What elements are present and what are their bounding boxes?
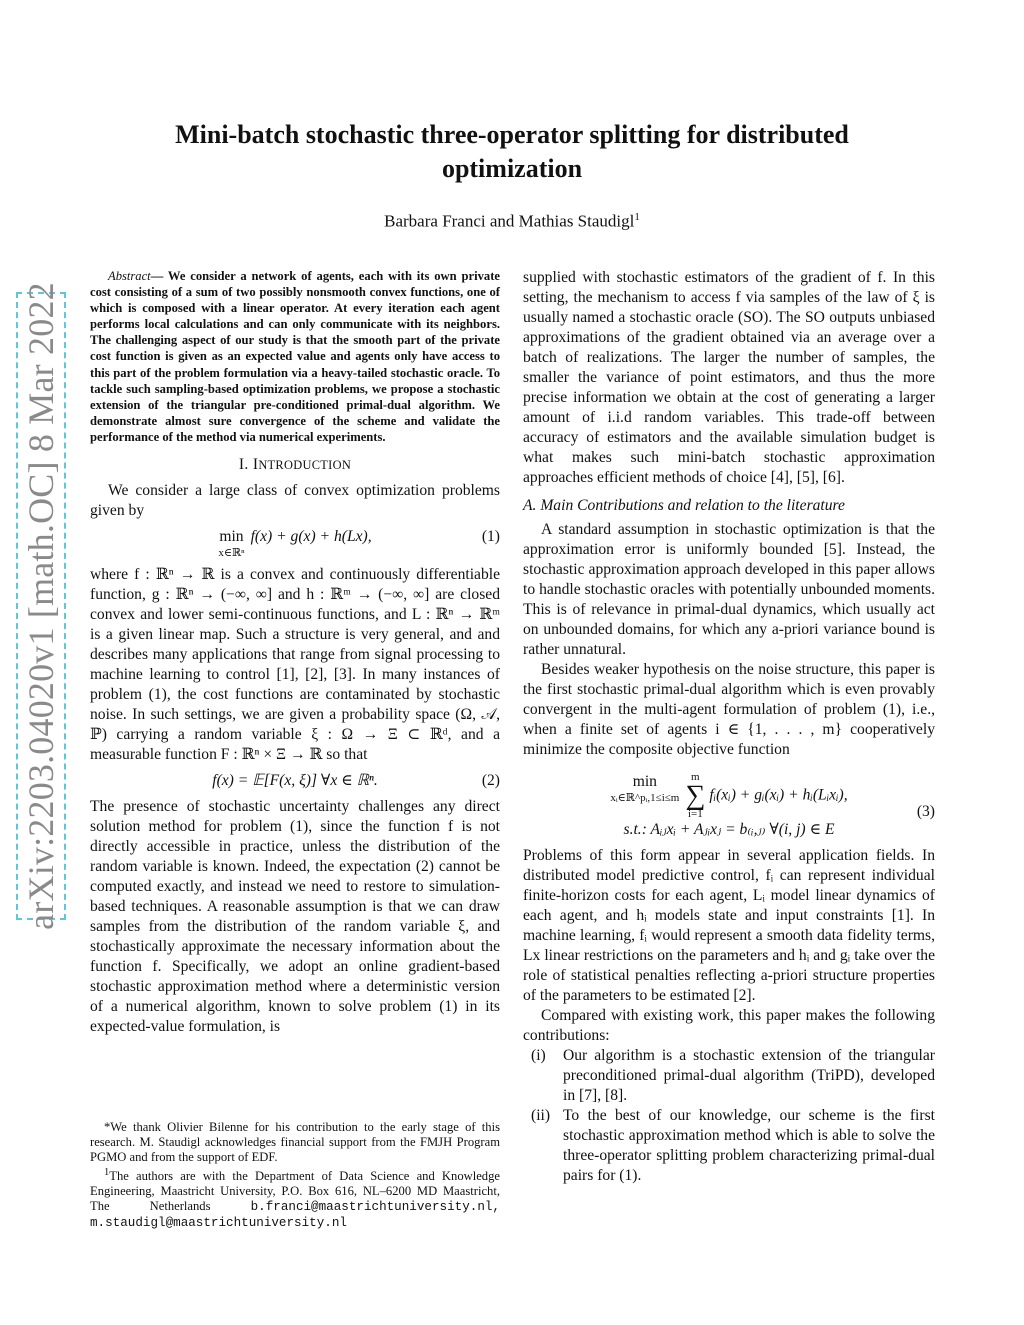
contribution-text: To the best of our knowledge, our scheme is the first stochastic approximation method which is able to solve the three-operator splitting problem characterizing primal-dual pairs for (1). [563,1107,935,1184]
abstract-label: Abstract [108,269,151,283]
section-number: I. [238,456,249,474]
author-names: Barbara Franci and Mathias Staudigl [384,211,635,231]
eq1-min-op: min [219,528,244,546]
eq2-body: f(x) = 𝔼[F(x, ξ)] ∀x ∈ ℝⁿ. [212,772,378,790]
footnote-affil-text: The authors are with the Department of Data Science and Knowledge Engineering, Maastricht University, P.O. Box 616, NL–6200 MD Maastricht, The Netherlands [90,1169,500,1214]
eq3-min-sub: xᵢ∈ℝ^pᵢ,1≤i≤m [610,792,680,804]
eq3-body: fᵢ(xᵢ) + gᵢ(xᵢ) + hᵢ(Lᵢxᵢ), [709,786,848,804]
right-paragraph-4: Problems of this form appear in several application fields. In distributed model predictive control, fᵢ can represent individual finite-horizon costs for each agent, Lᵢ model linear dynamics of each agent, and hᵢ models state and input constraints [1]. In machine learning, fᵢ would represent a smooth data fidelity terms, Lx linear restrictions on the parameters and hᵢ and gᵢ take over the role of statistical penalties reflecting a-priori structure properties of the parameters to be estimated [2]. [523,847,935,1004]
equation-1 [90,527,500,559]
arxiv-side-label[interactable]: arXiv:2203.04020v1 [math.OC] 8 Mar 2022 [21,282,61,930]
right-column [523,268,935,1186]
email-staudigl[interactable]: m.staudigl@maastrichtuniversity.nl [90,1216,347,1231]
footnote-affiliation [90,1165,500,1231]
abstract [90,268,500,445]
eq1-min-sub: x∈ℝⁿ [218,547,245,560]
eq1-body: f(x) + g(x) + h(Lx), [250,528,372,546]
eq3-objective [523,772,935,820]
eq3-constraint: s.t.: Aᵢⱼxᵢ + Aⱼᵢxⱼ = b₍ᵢ,ⱼ₎ ∀(i, j) ∈ E [623,821,835,838]
eq3-sum [685,772,705,820]
section-rest: NTRODUCTION [258,458,352,473]
eq1-number: (1) [481,528,500,546]
sigma-icon: ∑ [685,780,706,811]
intro-paragraph-3: The presence of stochastic uncertainty challenges any direct solution method for problem (1), since the function f is not directly accessible in practice, unless the distribution of the random variable is known. Indeed, the expectation (2) cannot be computed exactly, and instead we need to restore to simulation-based techniques. A reasonable assumption is that we can draw samples from the distribution of the random variable ξ, and stochastically approximate the necessary information about the function f. Specifically, we adopt an online gradient-based stochastic approximation method where a deterministic version of a numerical algorithm, known to solve problem (1) in its expected-value formulation, is [90,798,500,1036]
contributions-list [523,1046,935,1186]
equation-3 [523,772,935,840]
left-column [90,268,500,1037]
eq3-min-op: min [632,773,657,790]
eq1-min [218,527,244,559]
eq3-min [610,772,679,804]
eq3-number: (3) [916,803,935,820]
footnotes [90,1120,500,1231]
paper-title: Mini-batch stochastic three-operator splitting for distributed optimization [175,120,849,183]
eq3-sum-bottom: i=1 [687,808,703,820]
contribution-label: (ii) [531,1107,551,1124]
paper-authors [130,211,894,232]
section-heading-introduction [90,455,500,475]
right-paragraph-1: supplied with stochastic estimators of the gradient of f. In this setting, the mechanism to access f via samples of the law of ξ is usually named a stochastic oracle (SO). The SO outputs unbiased approximations of the gradient obtained via an average over a batch of realizations. The larger the number of samples, the smaller the variance of point estimators, and thus the more precise information we obtain at the cost of generating a larger amount of i.i.d random variables. This trade-off between accuracy of estimators and the available simulation budget is what makes such mini-batch stochastic approximation approaches efficient methods of choice [4], [5], [6]. [523,269,935,486]
contribution-label: (i) [531,1047,546,1064]
footnote-affil-mark: 1 [104,1167,110,1178]
intro-paragraph-1: We consider a large class of convex optimization problems given by [90,482,500,520]
list-item [523,1046,935,1106]
email-franci[interactable]: b.franci@maastrichtuniversity.nl, [250,1200,500,1215]
eq2-number: (2) [481,772,500,790]
right-paragraph-2: A standard assumption in stochastic optimization is that the approximation error is uniformly bounded [5]. Instead, the stochastic approximation approach developed in this paper allows to handle stochastic oracles with potentially unbounded moments. This is of relevance in primal-dual dynamics, which usually act on unbounded domains, for which any a-priori variance bound is rather unnatural. [523,521,935,658]
footnote-acknowledgement: *We thank Olivier Bilenne for his contribution to the early stage of this research. M. Staudigl acknowledges financial support from the FMJH Program PGMO and from the support of EDF. [90,1120,500,1164]
right-paragraph-5: Compared with existing work, this paper makes the following contributions: [523,1007,935,1044]
eq3-sum-top: m [691,771,700,783]
subsection-heading-a: A. Main Contributions and relation to the literature [523,497,845,514]
author-affil-mark: 1 [634,211,640,223]
intro-paragraph-2: where f : ℝⁿ → ℝ is a convex and continuously differentiable function, g : ℝⁿ → (−∞, ∞] and h : ℝᵐ → (−∞, ∞] are closed convex and lower semi-continuous functions, and L : ℝⁿ → ℝᵐ is a given linear map. Such a structure is very general, and and describes many applications that range from signal processing to machine learning to control [1], [2], [3]. In many instances of problem (1), the cost functions are contaminated by stochastic noise. In such settings, we are given a probability space (Ω, 𝒜, ℙ) carrying a random variable ξ : Ω → Ξ ⊂ ℝᵈ, and a measurable function F : ℝⁿ × Ξ → ℝ so that [90,566,500,764]
list-item [523,1106,935,1186]
contribution-text: Our algorithm is a stochastic extension of the triangular preconditioned primal-dual algorithm (TriPD), developed in [7], [8]. [563,1047,935,1104]
section-first-letter: I [252,456,259,474]
abstract-text: — We consider a network of agents, each with its own private cost consisting of a sum of two possibly nonsmooth convex functions, one of which is composed with a linear operator. At every iteration each agent performs local calculations and can only communicate with its neighbors. The challenging aspect of our study is that the smooth part of the private cost function is given as an expected value and agents only have access to this part of the problem formulation via a heavy-tailed stochastic oracle. To tackle such sampling-based optimization problems, we propose a stochastic extension of the triangular pre-conditioned primal-dual algorithm. We demonstrate almost sure convergence of the scheme and validate the performance of the method via numerical experiments. [90,269,500,444]
equation-2 [90,771,500,791]
right-paragraph-3: Besides weaker hypothesis on the noise structure, this paper is the first stochastic primal-dual algorithm which is even provably convergent in the multi-agent formulation of problem (1), i.e., when a finite set of agents i ∈ {1, . . . , m} cooperatively minimize the composite objective function [523,661,935,758]
